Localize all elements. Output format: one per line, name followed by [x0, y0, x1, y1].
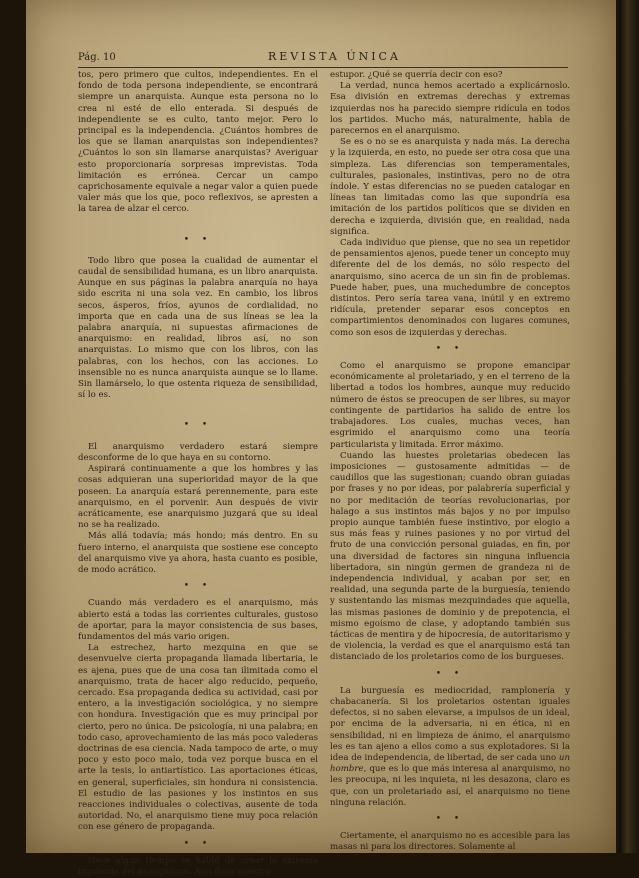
- paragraph: Cuando las huestes proletarias obedecen las imposiciones — gustosamente admitidas — de caudillos que las sugestionan; cuando obran guiadas por frases y no por ideas, por palabrería superficial y no por meditación de teorías revolucionarias, por halago a sus instintos más bajos y no por impulso propio aunque también fuese instintivo, por elogio a sus más feas y ruines pasiones y no por virtud del fruto de una convicción personal guiadas, en fin, por una diversidad de factores sin ninguna influencia libertadora, sin ningún germen de grandeza ni de independencia individual, y acaban por ser, en realidad, una segunda parte de la burguesía, teniendo y sustentando las mismas mezquindades que aquella, las mismas pasiones de dominio y de prepotencia, el mismo egoísmo de clase, y adoptando también sus tácticas de mentira y de hipocresía, de autoritarismo y de violencia, la verdad es que el anarquismo está tan distanciado de los proletarios como de los burgueses.: [330, 450, 570, 663]
- section-separator: • •: [183, 838, 213, 849]
- paragraph: La verdad, nunca hemos acertado a explicárnoslo. Esa división en extremas derechas y extremas izquierdas nos ha parecido siempre ridícula en todos los partidos. Mucho más, naturalmente, habla de parecernos en el anarquismo.: [330, 81, 570, 137]
- section-separator: • •: [183, 420, 213, 431]
- page-header: [78, 52, 568, 66]
- paragraph: Cada individuo que piense, que no sea un repetidor de pensamientos ajenos, puede tener un concepto muy diferente del de los demás, no sólo respecto del anarquismo, sino acerca de un sin fin de problemas. Puede haber, pues, una muchedumbre de conceptos distintos. Pero sería tarea vana, inútil y en extremo ridícula, pretender separar esos conceptos en compartimientos denominados con lugares comunes, como son esos de izquierdas y derechas.: [330, 238, 570, 338]
- section-separator: • •: [435, 814, 465, 824]
- paragraph: Se es o no se es anarquista y nada más. La derecha y la izquierda, en esto, no puede ser otra cosa que una simpleza. Las diferencias son temperamentales, culturales, pasionales, instintivas, pero no de otra índole. Y estas diferencias no se pueden catalogar en líneas tan limitadas como las que supondría esa imitación de los partidos políticos que se dividen en derecha e izquierda, división que, en realidad, nada significa.: [330, 137, 570, 237]
- section-separator: • •: [183, 581, 213, 592]
- right-column: [330, 70, 570, 854]
- magazine-title: REVISTA ÚNICA: [268, 50, 401, 63]
- section-separator: • •: [435, 343, 465, 354]
- paragraph: Aspirará continuamente a que los hombres y las cosas adquieran una superioridad mayor de la que poseen. La anarquía estará perennemente, para este anarquismo, en el porvenir. Aun después de vivir acráticamente, ese anarquismo juzgará que su ideal no se ha realizado.: [78, 464, 318, 531]
- paragraph: [330, 686, 570, 809]
- section-separator: • •: [183, 234, 213, 245]
- page-edge: [619, 0, 639, 853]
- paragraph: Ciertamente, el anarquismo no es accesible para las masas ni para los directores. Solamente al: [330, 831, 570, 853]
- left-column: [78, 70, 318, 878]
- paragraph: La estrechez, harto mezquina en que se desenvuelve cierta propaganda llamada libertaria, le es ajena, pues que de una cosa tan ilimitada como el anarquismo, trata de hacer algo reducido, pequeño, cercado. Esa propaganda dedica su actividad, casi por entero, a la investigación sociológica, y no siempre con hondura. Investigación que es muy principal por cierto, pero no única. De psicología, ni una palabra; en todo caso, aprovechamiento de las más poco valederas doctrinas de esa ciencia. Nada tampoco de arte, o muy poco y esto poco malo, toda vez porque busca en el arte la tesis, lo antiartístico. Las aportaciones éticas, en general, superficiales, sin hondura ni consistencia. El estudio de las pasiones y los instintos en sus reacciones individuales o colectivas, ausente de toda autoridad. No, el anarquismo tiene muy poca relación con ese género de propaganda.: [78, 643, 318, 833]
- paragraph: Todo libro que posea la cualidad de aumentar el caudal de sensibilidad humana, es un libro anarquista. Aunque en sus páginas la palabra anarquía no haya sido escrita ni una sola vez. En cambio, los libros secos, ásperos, fríos, ayunos de cordialidad, no importa que en cada una de sus líneas se lea la palabra anarquía, ni supuestas afirmaciones de anarquismo: en realidad, libros así, no son anarquistas. Lo mismo que con los libros, con las palabras, con los hechos, con las acciones. Lo insensible no es nunca anarquista aunque se lo llame. Sin llamárselo, lo que ostenta riqueza de sensibilidad, sí lo es.: [78, 255, 318, 401]
- header-rule: [78, 67, 568, 68]
- paragraph: El anarquismo verdadero estará siempre desconforme de lo que haya en su contorno.: [78, 441, 318, 463]
- paragraph-text: La burguesía es mediocridad, ramplonería y chabacanería. Si los proletarios ostentan iguales defectos, si no saben elevarse, a impulsos de un ideal, por encima de la adversaria, ni en ética, ni en sensibilidad, ni en limpieza de ánimo, el anarquismo les es tan ajeno a ellos como a sus explotadores. Si la idea de independencia, de libertad, de ser cada uno: [330, 685, 570, 763]
- paragraph: estupor. ¿Qué se querría decir con eso?: [330, 70, 503, 80]
- page-number: Pág. 10: [78, 52, 116, 63]
- paragraph: Hace algún tiempo se habló de crear la extrema izquierda del anarquismo. Aun dura nuestro: [78, 855, 318, 877]
- emphasis-text: un hombre: [330, 752, 570, 775]
- paragraph-text: , que es lo que más interesa al anarquismo, no les preocupa, ni les inquieta, ni les desazona, claro es que, con un proletariado así, el anarquismo no tiene ninguna relación.: [330, 764, 570, 808]
- paragraph: Más allá todavía; más hondo; más dentro. En su fuero interno, el anarquista que sostiene ese concepto del anarquismo vive ya ahora, hasta cuanto es posible, de modo acrático.: [78, 531, 318, 575]
- paragraph: Cuando más verdadero es el anarquismo, más abierto está a todas las corrientes culturales, gustoso de aportar, para la mayor consistencia de sus bases, fundamentos del más vario origen.: [78, 598, 318, 642]
- paragraph: Como el anarquismo se propone emancipar económicamente al proletariado, y en el terreno de la libertad a todos los hombres, aunque muy reducido número de éstos se preocupen de ser libres, su mayor contingente de partidarios ha salido de entre los trabajadores. Los cuales, muchas veces, han esgrimido el anarquismo como una teoría particularista y limitada. Error máximo.: [330, 361, 570, 450]
- section-separator: • •: [435, 668, 465, 679]
- paragraph: tos, pero primero que cultos, independientes. En el fondo de toda persona independiente, se encontrará siempre un anarquista. Aunque esta persona no lo crea ni esté de ello enterada. Si después de independiente se es culto, tanto mejor. Pero lo principal es la independencia. ¿Cuántos hombres de los que se llaman anarquistas son independientes? ¿Cuántos lo son sin llamarse anarquistas? Averiguar esto proporcionaría sorpresas imprevistas. Toda limitación es errónea. Cercar un campo caprichosamente equivale a negar valor a quien puede valer más que los que, poco reflexivos, se apresten a la tarea de alzar el cerco.: [78, 70, 318, 215]
